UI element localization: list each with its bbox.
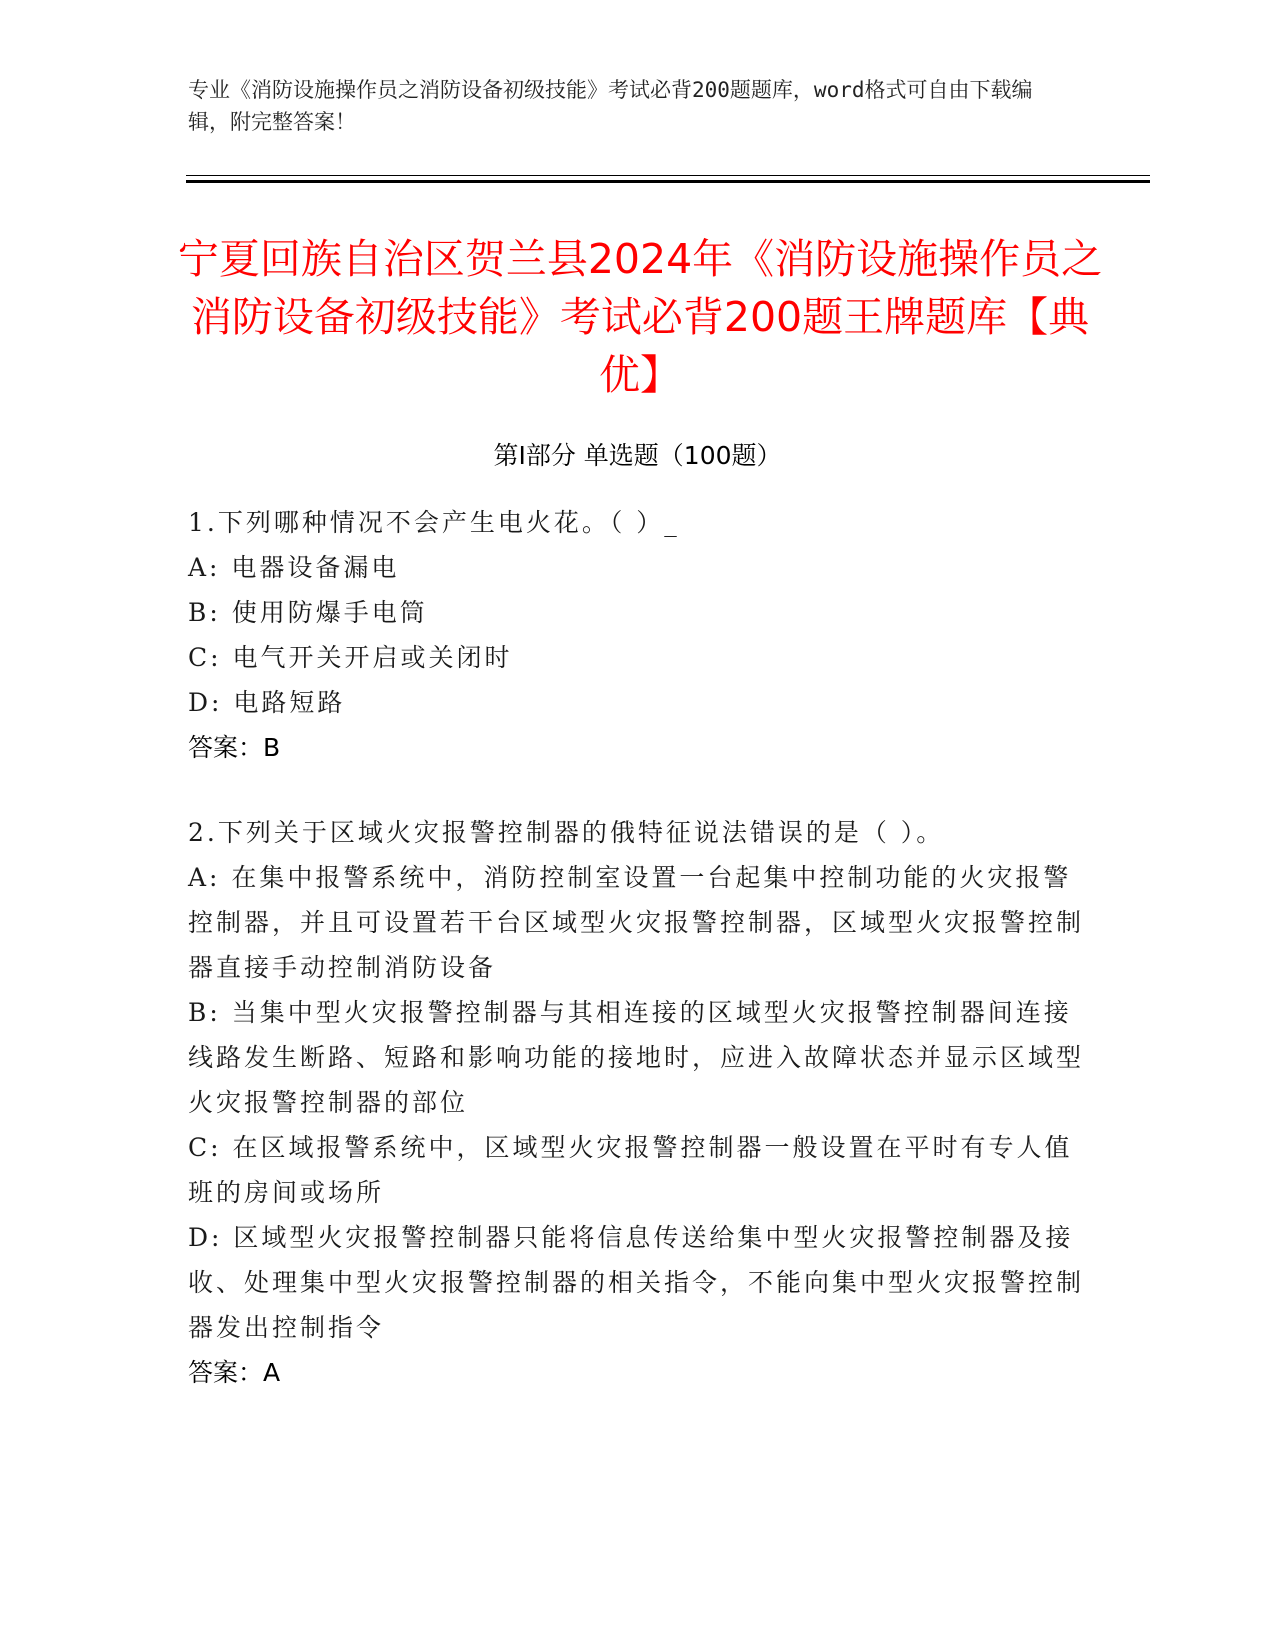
header-note: 专业《消防设施操作员之消防设备初级技能》考试必背200题题库，word格式可自由下载编辑，附完整答案！ [188, 78, 1033, 134]
option-b: B: 使用防爆手电筒 [188, 598, 428, 627]
option-c: C: 在区域报警系统中，区域型火灾报警控制器一般设置在平时有专人值班的房间或场所 [188, 1133, 1073, 1207]
answer-line: 答案：B [188, 733, 281, 762]
header-divider-thick [186, 180, 1150, 183]
option-d: D: 区域型火灾报警控制器只能将信息传送给集中型火灾报警控制器及接收、处理集中型火灾报警控制器的相关指令，不能向集中型火灾报警控制器发出控制指令 [188, 1223, 1085, 1342]
option-b: B: 当集中型火灾报警控制器与其相连接的区域型火灾报警控制器间连接线路发生断路、短路和影响功能的接地时，应进入故障状态并显示区域型火灾报警控制器的部位 [188, 998, 1085, 1117]
main-title: 宁夏回族自治区贺兰县2024年《消防设施操作员之消防设备初级技能》考试必背200题王牌题库【典优】 [177, 235, 1103, 399]
question-stem: 1.下列哪种情况不会产生电火花。（ ）_ [188, 508, 680, 537]
option-d: D: 电路短路 [188, 688, 346, 717]
question-2 [188, 810, 1088, 1395]
answer-line: 答案：A [188, 1358, 281, 1387]
option-a: A: 在集中报警系统中，消防控制室设置一台起集中控制功能的火灾报警控制器，并且可设置若干台区域型火灾报警控制器，区域型火灾报警控制器直接手动控制消防设备 [188, 863, 1085, 982]
section-title: 第I部分 单选题（100题） [493, 441, 782, 470]
option-c: C: 电气开关开启或关闭时 [188, 643, 513, 672]
option-a: A: 电器设备漏电 [188, 553, 400, 582]
header-divider-thin [186, 175, 1150, 176]
question-1 [188, 500, 1088, 770]
question-stem: 2.下列关于区域火灾报警控制器的俄特征说法错误的是（ ）。 [188, 818, 945, 847]
